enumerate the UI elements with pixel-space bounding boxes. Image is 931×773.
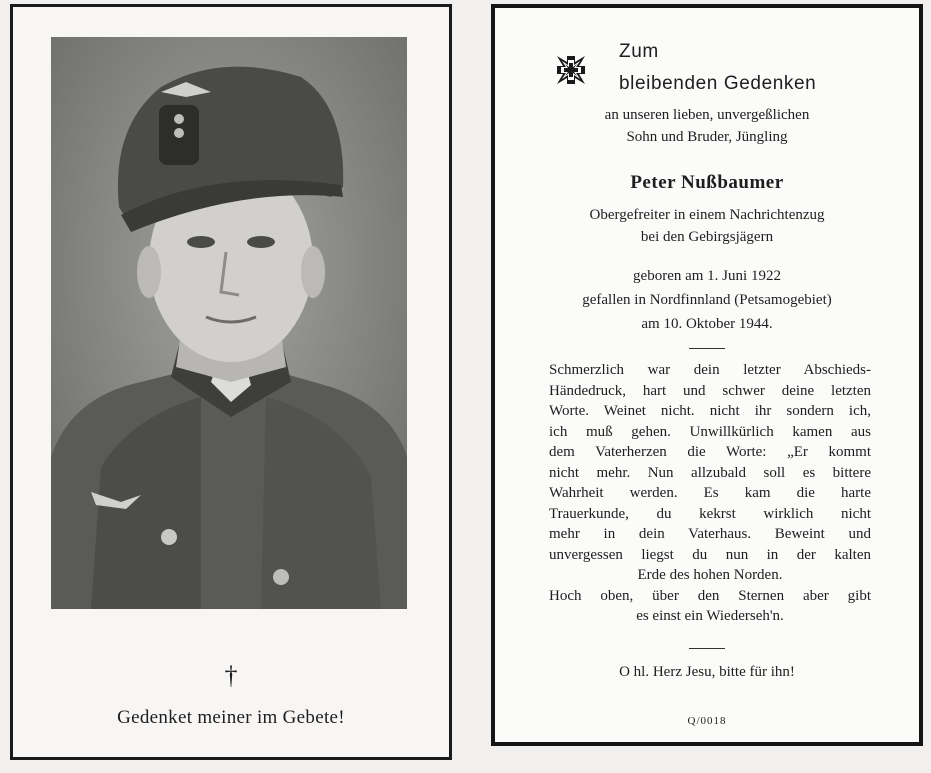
poem-line: ich muß gehen. Unwillkürlich kamen aus	[549, 423, 871, 440]
poem-line: Händedruck, hart und schwer deine letzten	[549, 382, 871, 399]
poem-line: Wahrheit werden. Es kam die harte	[549, 485, 871, 501]
dedication	[495, 104, 919, 148]
poem-line: Erde des hohen Norden.	[637, 567, 783, 583]
poem	[549, 360, 871, 627]
divider-bottom	[495, 648, 919, 649]
memorial-card-photo-side	[10, 4, 452, 760]
divider-top	[495, 348, 919, 349]
poem-line: Trauerkunde, du kekrst wirklich nicht	[549, 505, 871, 522]
poem-line: es einst ein Wiederseh'n.	[636, 608, 784, 624]
closing-prayer: O hl. Herz Jesu, bitte für ihn!	[619, 664, 795, 680]
photo-side-caption: Gedenket meiner im Gebete!	[117, 707, 345, 728]
death-place: gefallen in Nordfinnland (Petsamogebiet)	[582, 292, 832, 308]
poem-line: Schmerzlich war dein letzter Abschieds-	[549, 362, 871, 378]
divider-rule	[689, 648, 725, 649]
heading-line-2: bleibenden Gedenken	[619, 73, 817, 94]
poem-line: Worte. Weinet nicht. nicht ihr sondern ich,	[549, 403, 871, 419]
rank-line-1: Obergefreiter in einem Nachrichtenzug	[589, 207, 825, 223]
death-date: am 10. Oktober 1944.	[641, 316, 773, 332]
dedication-line-1: an unseren lieben, unvergeßlichen	[604, 107, 810, 123]
soldier-portrait-illustration	[51, 37, 407, 609]
poem-line: mehr in dein Vaterhaus. Beweint und	[549, 526, 871, 542]
poem-line: nicht mehr. Nun allzubald soll es bittere	[549, 464, 871, 481]
memorial-card-text-side	[491, 4, 923, 746]
deceased-name: Peter Nußbaumer	[630, 172, 784, 193]
divider-rule	[689, 348, 725, 349]
birth-date: geboren am 1. Juni 1922	[633, 268, 781, 284]
poem-line: dem Vaterherzen die Worte: „Er kommt	[549, 444, 871, 460]
iron-cross-icon	[553, 52, 589, 88]
rank-info	[495, 204, 919, 248]
card-serial-number: Q/0018	[687, 715, 727, 727]
dedication-line-2: Sohn und Bruder, Jüngling	[626, 129, 788, 145]
poem-line: Hoch oben, über den Sternen aber gibt	[549, 587, 871, 604]
rank-line-2: bei den Gebirgsjägern	[640, 229, 774, 245]
life-dates	[495, 264, 919, 336]
latin-cross-icon: †	[224, 661, 238, 690]
heading-line-1: Zum	[619, 41, 659, 62]
poem-line: unvergessen liegst du nun in der kalten	[549, 546, 871, 563]
portrait-photo	[51, 37, 407, 609]
